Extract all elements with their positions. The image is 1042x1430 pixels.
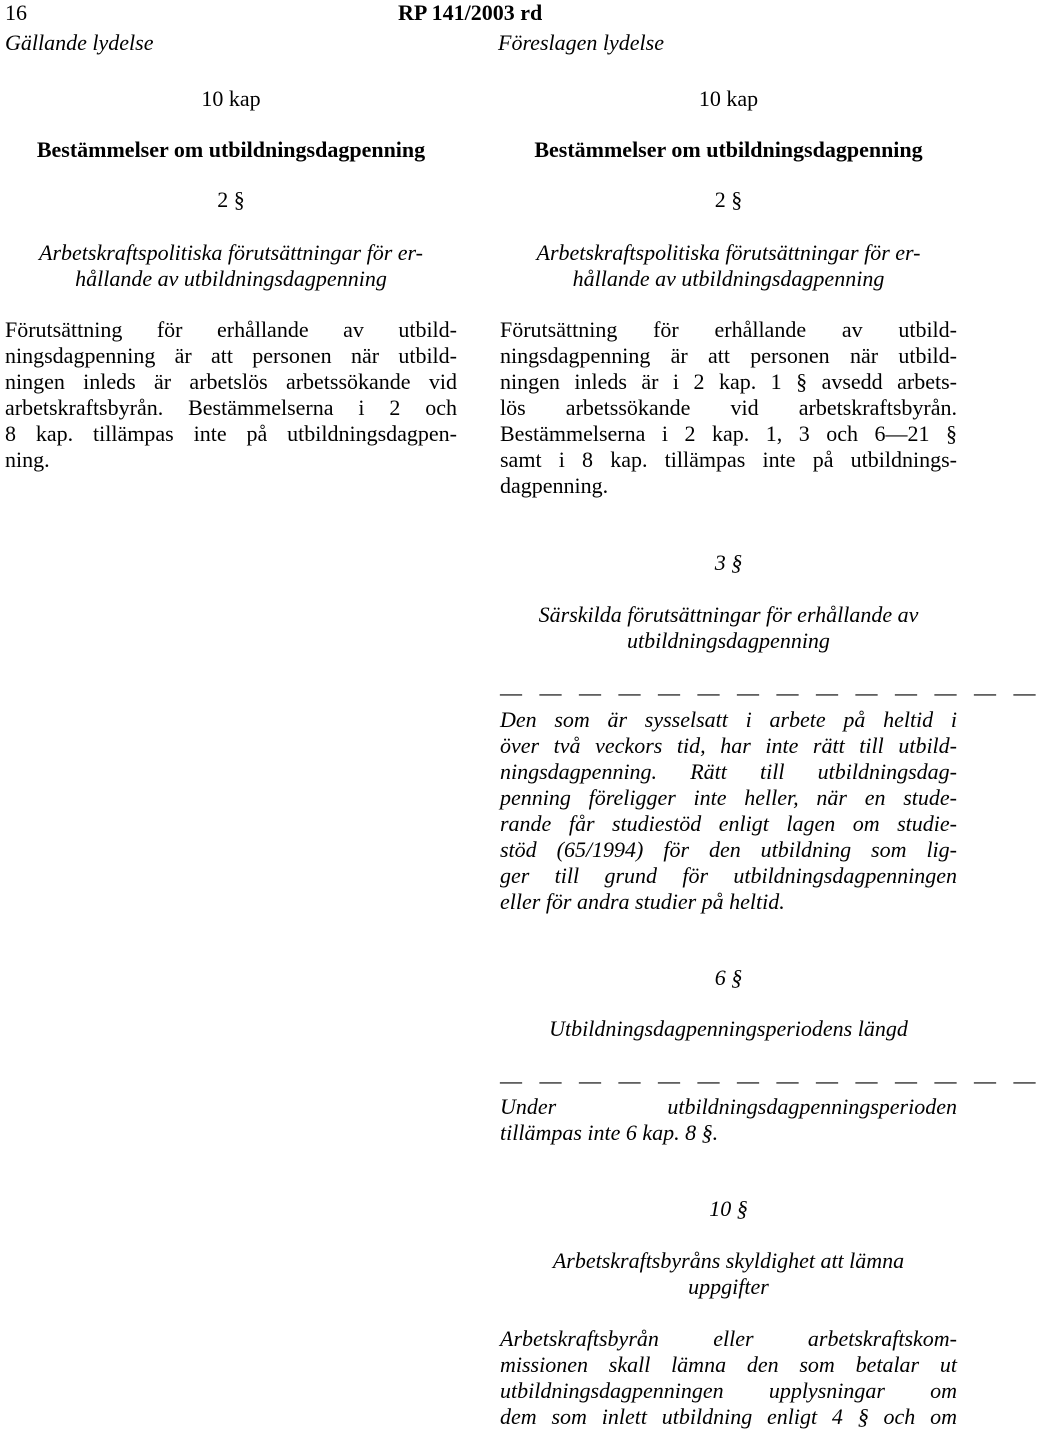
right-column-label: Föreslagen lydelse — [498, 30, 664, 55]
body-line: Förutsättning för erhållande av utbild- — [500, 317, 957, 342]
body-line: Bestämmelserna i 2 kap. 1, 3 och 6—21 § — [500, 421, 957, 446]
section-body — [500, 1326, 957, 1430]
omission-dashes: — — — — — — — — — — — — — — — [500, 1068, 1042, 1093]
section-body — [500, 317, 957, 499]
body-line: dem som inlett utbildning enligt 4 § och om — [500, 1404, 957, 1429]
body-line: dagpenning. — [500, 473, 609, 498]
body-line: ningen inleds är arbetslös arbetssökande vid — [5, 369, 457, 394]
left-column-label: Gällande lydelse — [5, 30, 154, 55]
section-heading — [500, 602, 957, 654]
body-line: eller för andra studier på heltid. — [500, 889, 785, 914]
section-heading — [5, 240, 457, 292]
body-line: Den som är sysselsatt i arbete på heltid i — [500, 707, 957, 732]
page-number: 16 — [5, 0, 27, 25]
section-heading-line: Särskilda förutsättningar för erhållande av — [538, 602, 919, 627]
section-body — [5, 317, 457, 473]
body-line: Förutsättning för erhållande av utbild- — [5, 317, 457, 342]
omission-dashes: — — — — — — — — — — — — — — — [500, 680, 1042, 705]
section-heading-line: Arbetskraftspolitiska förutsättningar för er- — [536, 240, 921, 265]
chapter-heading: 10 kap — [698, 86, 759, 111]
body-line: ningsdagpenning är att personen när utbild- — [500, 343, 957, 368]
body-line: lös arbetssökande vid arbetskraftsbyrån. — [500, 395, 957, 420]
section-heading — [500, 1248, 957, 1300]
body-line: tillämpas inte 6 kap. 8 §. — [500, 1120, 719, 1145]
chapter-title: Bestämmelser om utbildningsdagpenning — [534, 137, 923, 162]
section-number: 6 § — [714, 965, 743, 990]
section-heading-line: Arbetskraftsbyråns skyldighet att lämna — [552, 1248, 905, 1273]
section-number: 2 § — [714, 187, 743, 212]
body-line: utbildningsdagpenningen upplysningar om — [500, 1378, 957, 1403]
body-line: över två veckors tid, har inte rätt till utbild- — [500, 733, 957, 758]
section-heading-line: uppgifter — [688, 1274, 769, 1299]
chapter-title: Bestämmelser om utbildningsdagpenning — [36, 137, 426, 162]
section-heading — [500, 240, 957, 292]
body-line: 8 kap. tillämpas inte på utbildningsdagpen- — [5, 421, 457, 446]
body-line: ningsdagpenning är att personen när utbild- — [5, 343, 457, 368]
chapter-heading: 10 kap — [201, 86, 261, 111]
section-heading-line: hållande av utbildningsdagpenning — [572, 266, 885, 291]
section-heading: Utbildningsdagpenningsperiodens längd — [549, 1016, 908, 1041]
body-line: Under utbildningsdagpenningsperioden — [500, 1094, 957, 1119]
section-heading-line: utbildningsdagpenning — [627, 628, 830, 653]
section-number: 10 § — [709, 1196, 748, 1221]
document-id: RP 141/2003 rd — [398, 0, 543, 25]
section-number: 3 § — [714, 550, 743, 575]
body-line: Arbetskraftsbyrån eller arbetskraftskom- — [500, 1326, 957, 1351]
body-line: ger till grund för utbildningsdagpenningen — [500, 863, 957, 888]
body-line: ningsdagpenning. Rätt till utbildningsdag- — [500, 759, 957, 784]
section-body — [500, 1094, 957, 1146]
body-line: samt i 8 kap. tillämpas inte på utbildnings- — [500, 447, 957, 472]
body-line: rande får studiestöd enligt lagen om studie- — [500, 811, 957, 836]
section-heading-line: Arbetskraftspolitiska förutsättningar för er- — [39, 240, 423, 265]
body-line: ning. — [5, 447, 50, 472]
section-body — [500, 707, 957, 915]
body-line: arbetskraftsbyrån. Bestämmelserna i 2 och — [5, 395, 457, 420]
body-line: penning föreligger inte heller, när en stude- — [500, 785, 957, 810]
section-heading-line: hållande av utbildningsdagpenning — [75, 266, 387, 291]
body-line: stöd (65/1994) för den utbildning som lig- — [500, 837, 957, 862]
body-line: missionen skall lämna den som betalar ut — [500, 1352, 957, 1377]
body-line: ningen inleds är i 2 kap. 1 § avsedd arbets- — [500, 369, 957, 394]
section-number: 2 § — [217, 187, 245, 212]
